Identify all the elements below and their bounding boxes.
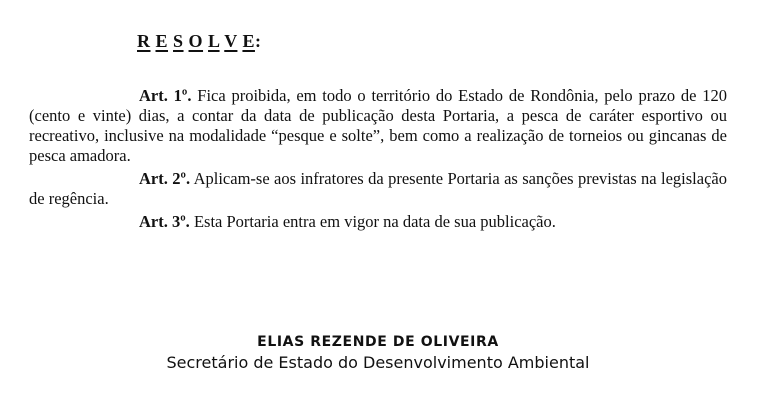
article-1-paragraph bbox=[29, 86, 727, 166]
resolve-heading-word: R E S O L V E bbox=[137, 31, 255, 51]
article-2-paragraph bbox=[29, 169, 727, 209]
article-3-label: Art. 3º. bbox=[139, 212, 190, 231]
article-3-paragraph bbox=[29, 212, 727, 232]
signature-role: Secretário de Estado do Desenvolvimento Ambiental bbox=[166, 353, 590, 372]
article-1-text: Fica proibida, em todo o território do Estado de Rondônia, pelo prazo de 120 (cento e vinte) dias, a contar da data de publicação desta Portaria, a pesca de caráter esportivo ou recreativo, inclusive na modalidade “pesque e solte”, bem como a realização de torneios ou gincanas de pesca amadora. bbox=[29, 86, 727, 165]
article-2-text: Aplicam-se aos infratores da presente Portaria as sanções previstas na legislação de regência. bbox=[29, 169, 727, 208]
resolve-heading-colon: : bbox=[254, 31, 262, 51]
article-1-label: Art. 1º. bbox=[139, 86, 192, 105]
resolve-heading bbox=[29, 30, 727, 52]
article-2-label: Art. 2º. bbox=[139, 169, 191, 188]
signature-name: ELIAS REZENDE DE OLIVEIRA bbox=[257, 334, 499, 350]
signature-block bbox=[29, 332, 727, 373]
article-3-text: Esta Portaria entra em vigor na data de sua publicação. bbox=[193, 212, 556, 231]
